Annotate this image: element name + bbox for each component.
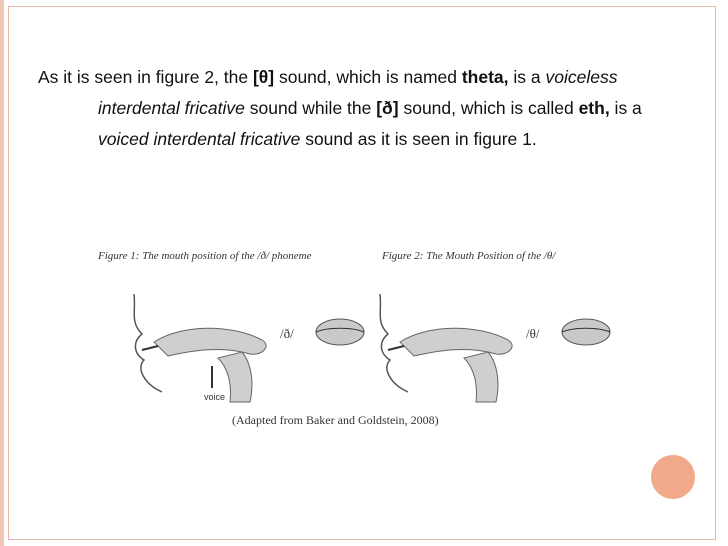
decorative-circle bbox=[651, 455, 695, 499]
figure1-illustration bbox=[122, 294, 372, 404]
eth-word: eth, bbox=[578, 98, 610, 118]
eth-symbol: [ð] bbox=[376, 98, 399, 118]
text-run: sound, which is named bbox=[274, 67, 462, 87]
body-paragraph bbox=[38, 62, 678, 155]
text-run: sound as it is seen in figure 1. bbox=[300, 129, 537, 149]
figure-source: (Adapted from Baker and Goldstein, 2008) bbox=[232, 413, 439, 427]
figure2-illustration bbox=[368, 294, 618, 404]
theta-word: theta, bbox=[461, 67, 509, 87]
text-run: As it is seen in figure 2, the bbox=[38, 67, 253, 87]
text-run: sound while the bbox=[244, 98, 377, 118]
voice-label: voice bbox=[204, 392, 226, 402]
theta-symbol: [θ] bbox=[252, 67, 275, 87]
figure2-caption: Figure 2: The Mouth Position of the /θ/ bbox=[382, 250, 556, 262]
voiceless-term: voiceless interdental fricative bbox=[98, 67, 618, 118]
voiced-term: voiced interdental fricative bbox=[98, 129, 301, 149]
slide-edge bbox=[0, 0, 4, 546]
figure1-caption: Figure 1: The mouth position of the /ð/ phoneme bbox=[98, 250, 312, 262]
figure2-symbol: /θ/ bbox=[526, 326, 540, 341]
text-run: is a bbox=[508, 67, 546, 87]
text-run: is a bbox=[609, 98, 642, 118]
text-run: sound, which is called bbox=[398, 98, 579, 118]
figure1-symbol: /ð/ bbox=[280, 326, 294, 341]
mouth-position-figure bbox=[92, 242, 622, 442]
